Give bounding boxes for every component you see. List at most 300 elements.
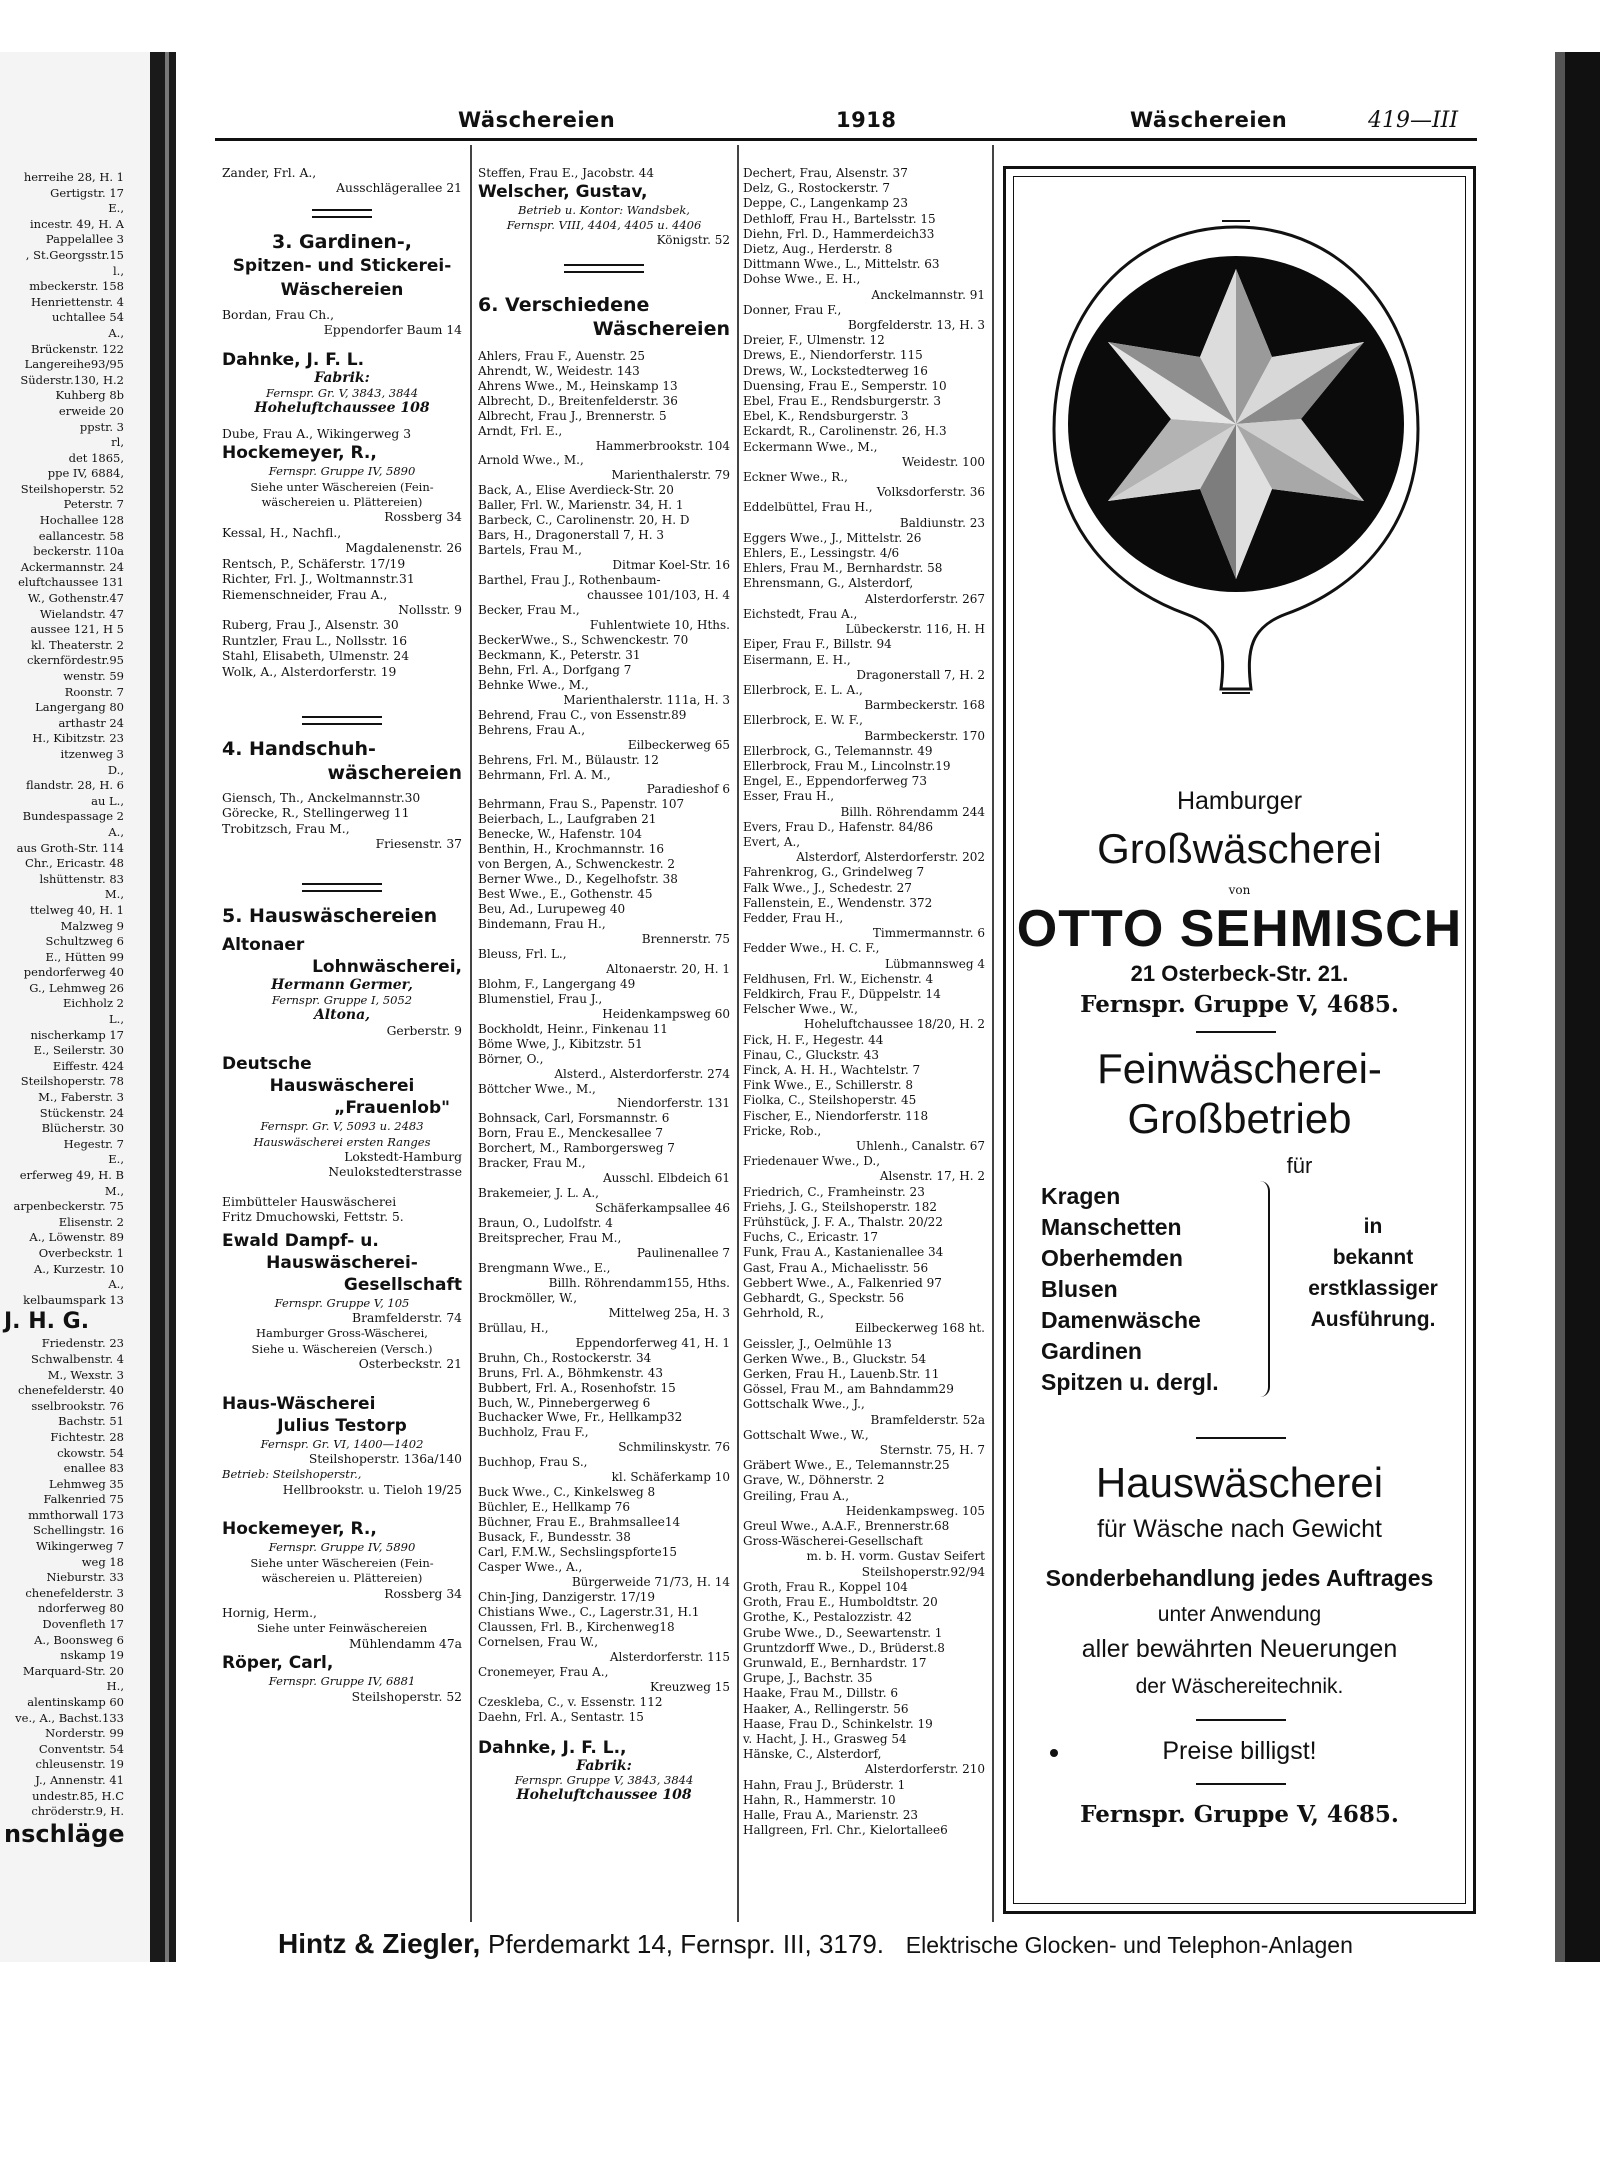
left-margin-line: Gertigstr. 17 [50, 185, 124, 200]
entry: Dechert, Frau, Alsenstr. 37 [743, 166, 908, 180]
left-margin-heading-bottom: nschläge [4, 1819, 125, 1848]
entry: Finau, C., Gluckstr. 43 [743, 1047, 880, 1062]
entry: von Bergen, A., Schwenckestr. 2 [478, 857, 675, 872]
deutsche-note: Hauswäscherei ersten Ranges [253, 1134, 431, 1149]
left-margin-line: arthastr 24 [58, 715, 124, 730]
entry: Altonaerstr. 20, H. 1 [606, 961, 730, 976]
left-margin-line: Fichtestr. 28 [50, 1429, 124, 1444]
left-margin-line: beckerstr. 110a [33, 544, 124, 559]
entry: Gössel, Frau M., am Bahndamm29 [743, 1382, 954, 1397]
welscher-phone: Fernspr. VIII, 4404, 4405 u. 4406 [506, 217, 702, 232]
entry: Anckelmannstr. 91 [871, 287, 985, 302]
left-margin-line: aussee 121, H 5 [30, 622, 124, 637]
entry: Grunwald, E., Bernhardstr. 17 [743, 1655, 927, 1670]
ad-line-grosswaescherei: Großwäscherei [1097, 825, 1382, 872]
testorp-name: Julius Testorp [277, 1415, 407, 1436]
entry: Beckmann, K., Peterstr. 31 [478, 647, 641, 662]
header-page-number: 419—III [1368, 108, 1459, 133]
entry: Bordan, Frau Ch., [222, 307, 334, 322]
deutsche-name: Deutsche [222, 1054, 312, 1075]
entry: Buchholz, Frau F., [478, 1425, 589, 1440]
entry: Feldhusen, Frl. W., Eichenstr. 4 [743, 971, 934, 986]
left-margin-line: weg 18 [81, 1554, 124, 1569]
entry: Behrens, Frl. M., Bülaustr. 12 [478, 752, 659, 767]
entry: Dohse Wwe., E. H., [743, 272, 861, 287]
left-margin-line: mmthorwall 173 [28, 1507, 124, 1522]
entry: Behn, Frl. A., Dorfgang 7 [478, 662, 632, 677]
ad-grossbetrieb: Großbetrieb [1127, 1095, 1352, 1142]
entry: Fritz Dmuchowski, Fettstr. 5. [222, 1210, 404, 1225]
dahnke-address-2: Hoheluftchaussee 108 [516, 1787, 692, 1804]
entry: chaussee 101/103, H. 4 [587, 588, 730, 603]
entry: Behnke Wwe., M., [478, 677, 589, 692]
left-margin-line: G., Lehmweg 26 [29, 980, 124, 995]
ad-divider [1196, 1719, 1286, 1721]
entry: Berner Wwe., D., Kegelhofstr. 38 [478, 872, 678, 887]
entry: Bubbert, Frl. A., Rosenhofstr. 15 [478, 1380, 676, 1395]
welscher-address: Königstr. 52 [656, 232, 730, 247]
entry: Uhlenh., Canalstr. 67 [855, 1139, 985, 1153]
entry: Marienthalerstr. 111a, H. 3 [563, 692, 730, 707]
dahnke-name-2: Dahnke, J. F. L., [478, 1737, 627, 1758]
entry: Halle, Frau A., Marienstr. 23 [743, 1807, 919, 1822]
left-margin-line: Süderstr.130, H.2 [20, 372, 124, 387]
entry: Ausschl. Elbdeich 61 [602, 1171, 730, 1186]
left-margin-line: L., [109, 1012, 124, 1027]
entry: Alsenstr. 17, H. 2 [879, 1169, 985, 1184]
entry: Gehrhold, R., [743, 1306, 824, 1321]
left-margin-line: Bachstr. 51 [58, 1414, 124, 1429]
entry: Gross-Wäscherei-Gesellschaft [743, 1534, 923, 1549]
entry: Eppendorferweg 41, H. 1 [575, 1335, 730, 1350]
left-margin-line: M., Faberstr. 3 [38, 1090, 124, 1105]
entry: Bruns, Frl. A., Böhmkenstr. 43 [478, 1365, 663, 1380]
entry: Duensing, Frau E., Semperstr. 10 [743, 378, 947, 393]
column-2 [478, 166, 730, 1803]
ad-neuerungen: aller bewährten Neuerungen [1081, 1635, 1398, 1663]
entry: Billh. Röhrendamm155, Hths. [548, 1275, 730, 1290]
entry: Arndt, Frl. E., [478, 423, 563, 438]
entry: Fink Wwe., E., Schillerstr. 8 [743, 1078, 914, 1093]
entry: Barmbeckerstr. 170 [864, 728, 985, 743]
entry: Blohm, F., Langergang 49 [478, 976, 636, 991]
left-margin-line: chenefelderstr. 3 [25, 1585, 124, 1600]
entry: Hoheluftchaussee 18/20, H. 2 [804, 1017, 985, 1032]
entry: Alsterdorferstr. 115 [609, 1649, 730, 1664]
entry: Bramfelderstr. 52a [870, 1412, 985, 1427]
left-margin-line: A., [108, 325, 124, 340]
ad-item: Kragen [1041, 1183, 1121, 1209]
entry: Engel, E., Eppendorferweg 73 [743, 774, 927, 789]
section-6-title: Wäschereien [592, 317, 730, 340]
left-margin-line: chenefelderstr. 40 [18, 1383, 124, 1398]
left-margin-line: ndorferweg 80 [37, 1601, 124, 1616]
ad-fuer: für [1286, 1153, 1313, 1178]
left-margin-line: l., [113, 263, 124, 278]
entry: Grothe, K., Pestalozzistr. 42 [743, 1610, 912, 1625]
entry: Bohnsack, Carl, Forsmannstr. 6 [478, 1111, 670, 1126]
column-3 [743, 166, 985, 1838]
testorp-betrieb: Hellbrookstr. u. Tieloh 19/25 [282, 1482, 462, 1497]
entry: Nollsstr. 9 [398, 602, 462, 617]
entry: Eichstedt, Frau A., [743, 606, 858, 621]
left-margin-line: E., [108, 1152, 124, 1167]
entry: Magdalenenstr. 26 [345, 541, 462, 556]
entry: Trobitzsch, Frau M., [222, 821, 350, 836]
entry: Lübeckerstr. 116, H. H [845, 622, 985, 637]
left-margin-line: A., Kurzestr. 10 [33, 1261, 124, 1276]
entry: Delz, G., Rostockerstr. 7 [743, 181, 891, 196]
testorp-address: Steilshoperstr. 136a/140 [308, 1452, 462, 1467]
left-margin-line: herreihe 28, H. 1 [23, 170, 124, 184]
entry: Arnold Wwe., M., [478, 453, 584, 468]
entry: Bockholdt, Heinr., Finkenau 11 [478, 1021, 668, 1036]
altonaer-name: Altonaer [222, 934, 305, 955]
book-gutter-edge [165, 52, 169, 1962]
left-margin-list-2 [0, 1336, 150, 1819]
entry: Busack, F., Bundesstr. 38 [478, 1530, 631, 1545]
entry: Ditmar Koel-Str. 16 [612, 558, 730, 573]
dahnke-name: Dahnke, J. F. L. [222, 349, 365, 370]
altonaer-name: Lohnwäscherei, [312, 956, 462, 977]
entry: Behrens, Frau A., [478, 722, 586, 737]
ad-line-von: von [1228, 883, 1251, 897]
ad-unter-anwendung: unter Anwendung [1157, 1603, 1322, 1626]
left-margin-line: ve., A., Bachst.133 [15, 1710, 124, 1725]
welscher-name: Welscher, Gustav, [478, 181, 648, 202]
entry: Mittelweg 25a, H. 3 [608, 1305, 730, 1320]
entry: Best Wwe., E., Gothenstr. 45 [478, 887, 653, 902]
deutsche-name: „Frauenlob" [334, 1098, 450, 1119]
left-margin-line: Lehmweg 35 [48, 1476, 124, 1491]
section-5-title: 5. Hauswäschereien [222, 904, 438, 927]
ad-item: Spitzen u. dergl. [1041, 1369, 1219, 1395]
entry: Fedder Wwe., H. C. F., [743, 941, 880, 956]
ad-item: Blusen [1041, 1276, 1118, 1302]
entry: Daehn, Frl. A., Sentastr. 15 [478, 1709, 644, 1724]
entry: Ellerbrock, E. W. F., [743, 713, 863, 728]
entry: Fuhlentwiete 10, Hths. [589, 617, 730, 632]
entry: Ruberg, Frau J., Alsenstr. 30 [222, 618, 399, 633]
ad-items-list [1041, 1181, 1219, 1398]
entry: Groth, Frau E., Humboldtstr. 20 [743, 1595, 938, 1610]
deutsche-address: Neulokstedterstrasse [328, 1165, 462, 1180]
entry: Gerken, Frau H., Lauenb.Str. 11 [743, 1367, 940, 1382]
entry: Eiper, Frau F., Billstr. 94 [743, 637, 892, 652]
entry: m. b. H. vorm. Gustav Seifert [806, 1549, 985, 1564]
footer-advertisement [278, 1928, 1353, 1960]
entry: Ahlers, Frau F., Auenstr. 25 [478, 348, 646, 363]
entry: Alsterd., Alsterdorferstr. 274 [554, 1066, 730, 1081]
entry: Bracker, Frau M., [478, 1156, 586, 1171]
entry: Ellerbrock, G., Telemannstr. 49 [743, 743, 933, 758]
left-margin-line: Peterstr. 7 [63, 497, 124, 512]
ad-item: Manschetten [1041, 1214, 1182, 1240]
divider [302, 883, 382, 892]
entry: Brengmann Wwe., E., [478, 1260, 611, 1275]
section-3-title: Spitzen- und Stickerei- [232, 255, 452, 276]
column-divider-3 [992, 145, 994, 1922]
left-margin-line: Elisenstr. 2 [58, 1214, 124, 1229]
ad-quality-line: bekannt [1332, 1246, 1414, 1269]
ad-divider [1196, 1783, 1286, 1785]
deutsche-address: Lokstedt-Hamburg [344, 1150, 462, 1164]
entry: Görecke, R., Stellingerweg 11 [222, 806, 410, 821]
entry: Frühstück, J. F. A., Thalstr. 20/22 [743, 1215, 943, 1230]
ewald-name: Ewald Dampf- u. [222, 1230, 379, 1251]
sehmisch-advertisement [1003, 166, 1476, 1914]
entry: Volksdorferstr. 36 [876, 485, 985, 500]
left-margin-line: , St.Georgsstr.15 [25, 247, 124, 262]
left-margin-line: flandstr. 28, H. 6 [26, 778, 124, 793]
entry: Bleuss, Frl. L., [478, 946, 567, 961]
entry: Donner, Frau F., [743, 302, 842, 317]
ewald-name: Gesellschaft [343, 1274, 462, 1295]
entry: Buchhop, Frau S., [478, 1455, 588, 1470]
left-margin-line: eallancestr. 58 [38, 528, 124, 543]
entry: Mühlendamm 47a [349, 1636, 462, 1651]
left-margin-line: Falkenried 75 [43, 1492, 124, 1507]
entry: Gast, Frau A., Michaelisstr. 56 [743, 1260, 929, 1275]
entry: Barmbeckerstr. 168 [864, 698, 985, 713]
entry: Bartels, Frau M., [478, 543, 582, 558]
ad-company-name: OTTO SEHMISCH [1016, 900, 1463, 958]
entry: Benecke, W., Hafenstr. 104 [478, 827, 642, 842]
entry: Barthel, Frau J., Rothenbaum- [478, 573, 661, 588]
entry: Alsterdorf, Alsterdorferstr. 202 [796, 850, 985, 865]
dahnke-address: Hoheluftchaussee 108 [254, 400, 430, 417]
entry: Riemenschneider, Frau A., [222, 587, 388, 602]
entry: Hahn, Frau J., Brüderstr. 1 [743, 1777, 906, 1792]
entry: Gräbert Wwe., E., Telemannstr.25 [743, 1458, 950, 1473]
left-margin-line: E., Hütten 99 [45, 949, 124, 964]
entry: Eggers Wwe., J., Mittelstr. 26 [743, 530, 922, 545]
entry: Paradieshof 6 [646, 782, 730, 797]
hockemeyer-note-2: Siehe unter Wäschereien (Fein- [250, 1555, 434, 1570]
entry: Behrend, Frau C., von Essenstr.89 [478, 707, 687, 722]
welscher-betrieb: Betrieb u. Kontor: Wandsbek, [518, 202, 690, 217]
left-margin-line: erferweg 49, H. B [19, 1168, 124, 1182]
left-margin-line: D., [107, 762, 124, 777]
entry: Büchner, Frau E., Brahmsallee14 [478, 1515, 681, 1530]
left-margin-line: enallee 83 [63, 1461, 124, 1476]
entry: Eckner Wwe., R., [743, 470, 848, 485]
ad-feinwaescherei: Feinwäscherei- [1097, 1045, 1382, 1092]
entry: Hammerbrookstr. 104 [595, 438, 730, 453]
entry: Hornig, Herm., [222, 1605, 317, 1620]
entry: Eisermann, E. H., [743, 652, 851, 667]
entry: Funk, Frau A., Kastanienallee 34 [743, 1245, 944, 1260]
ewald-address: Bramfelderstr. 74 [352, 1311, 462, 1326]
column-1 [222, 166, 462, 1705]
entry: Friesenstr. 37 [375, 837, 462, 852]
column-divider-1 [470, 145, 472, 1922]
left-margin-line: Wielandstr. 47 [39, 606, 124, 621]
entry: Alsterdorferstr. 267 [864, 591, 985, 606]
entry: Born, Frau E., Menckesallee 7 [478, 1126, 663, 1141]
entry: Carl, F.M.W., Sechslingspforte15 [478, 1545, 678, 1560]
left-margin-line: J., Annenstr. 41 [35, 1772, 124, 1787]
entry: Dragonerstall 7, H. 2 [856, 667, 985, 682]
hockemeyer-address-2: Rossberg 34 [384, 1586, 462, 1601]
left-margin-line: M., Wexstr. 3 [47, 1367, 124, 1382]
entry: Feldkirch, Frau F., Düppelstr. 14 [743, 986, 941, 1001]
entry: Gottschalk Wwe., J., [743, 1397, 865, 1412]
hockemeyer-note: Siehe unter Wäschereien (Fein- [250, 479, 434, 494]
left-margin-line: kelbaumspark 13 [23, 1292, 124, 1307]
header-right-title: Wäschereien [1130, 108, 1288, 132]
entry: Fallenstein, E., Wendenstr. 372 [743, 895, 933, 910]
entry: Beu, Ad., Lurupeweg 40 [478, 902, 626, 917]
entry: Ahrendt, W., Weidestr. 143 [478, 363, 640, 378]
entry: Borchert, M., Ramborgersweg 7 [478, 1141, 675, 1156]
entry: Drews, E., Niendorferstr. 115 [743, 348, 923, 363]
entry: Runtzler, Frau L., Nollsstr. 16 [222, 633, 408, 648]
divider [312, 209, 372, 218]
column-divider-2 [737, 145, 739, 1922]
left-margin-line: Blücherstr. 30 [41, 1121, 124, 1136]
entry: Hamburger Gross-Wäscherei, [256, 1326, 428, 1341]
star-logo-icon [1046, 209, 1426, 729]
entry: Siehe u. Wäschereien (Versch.) [251, 1341, 433, 1356]
entry: Beierbach, L., Laufgraben 21 [478, 812, 657, 827]
entry: Borgfelderstr. 13, H. 3 [847, 318, 985, 333]
entry: Brakemeier, J. L. A., [478, 1186, 599, 1201]
entry: BeckerWwe., S., Schwenckestr. 70 [478, 632, 689, 647]
ad-hauswaescherei: Hauswäscherei [1095, 1459, 1384, 1506]
ad-quality-line: erstklassiger [1308, 1277, 1438, 1300]
left-margin-line: ckernfördestr.95 [26, 653, 124, 668]
left-margin-line: arpenbeckerstr. 75 [13, 1199, 124, 1214]
left-margin-line: Pappelallee 3 [45, 232, 124, 247]
ad-waeschereitechnik: der Wäschereitechnik. [1135, 1675, 1344, 1698]
left-margin-line: E., [108, 201, 124, 216]
deutsche-name: Hauswäscherei [269, 1076, 415, 1097]
ad-divider [1196, 1437, 1286, 1439]
left-margin-line: A., [108, 824, 124, 839]
left-margin-line: chleusenstr. 19 [35, 1757, 124, 1772]
entry-list [222, 526, 462, 680]
left-margin-line: lshüttenstr. 83 [39, 871, 124, 886]
ad-item: Damenwäsche [1041, 1307, 1201, 1333]
section-4-title: wäschereien [327, 761, 462, 784]
entry: Dittmann Wwe., L., Mittelstr. 63 [743, 257, 940, 272]
entry: Brüllau, H., [478, 1320, 549, 1335]
entry: Sternstr. 75, H. 7 [879, 1443, 985, 1458]
roeper-name: Röper, Carl, [222, 1653, 334, 1674]
entry: Haake, Frau M., Dillstr. 6 [743, 1686, 899, 1701]
entry: Timmermannstr. 6 [872, 926, 985, 941]
entry: Fick, H. F., Hegestr. 44 [743, 1032, 884, 1047]
left-margin-line: A., Löwenstr. 89 [29, 1230, 124, 1245]
entry: Haase, Frau D., Schinkelstr. 19 [743, 1716, 933, 1731]
left-margin-line: Bundespassage 2 [22, 809, 124, 824]
ad-item: Gardinen [1041, 1338, 1142, 1364]
entry: Lübmannsweg 4 [884, 956, 985, 971]
entry: Eckardt, R., Carolinenstr. 26, H.3 [743, 424, 947, 439]
entry: Fischer, E., Niendorferstr. 118 [743, 1108, 929, 1123]
ewald-phone: Fernspr. Gruppe V, 105 [274, 1295, 410, 1310]
testorp-name: Haus-Wäscherei [222, 1393, 376, 1414]
entry: Buch, W., Pinnebergerweg 6 [478, 1395, 651, 1410]
entry: Grupe, J., Bachstr. 35 [743, 1671, 873, 1686]
left-margin-line: Langereihe93/95 [24, 357, 124, 372]
entry: Giensch, Th., Anckelmannstr.30 [222, 790, 421, 805]
entry: Weidestr. 100 [901, 454, 985, 469]
entry: Bindemann, Frau H., [478, 917, 606, 932]
left-margin-line: Stückenstr. 24 [39, 1105, 124, 1120]
entry: Evers, Frau D., Hafenstr. 84/86 [743, 819, 934, 834]
roeper-phone: Fernspr. Gruppe IV, 6881 [268, 1674, 416, 1689]
entry: Zander, Frl. A., [222, 166, 317, 180]
entry: Gerken Wwe., B., Gluckstr. 54 [743, 1351, 927, 1366]
altonaer-address: Gerberstr. 9 [386, 1023, 462, 1038]
altonaer-owner: Hermann Germer, [271, 976, 413, 993]
dahnke-fabrik-2: Fabrik: [576, 1757, 632, 1774]
left-margin-line: itzenweg 3 [60, 746, 124, 761]
left-margin-line: alentinskamp 60 [27, 1695, 124, 1709]
entry: Heidenkampsweg 60 [602, 1006, 730, 1021]
entry: Dube, Frau A., Wikingerweg 3 [222, 426, 412, 441]
hockemeyer-address: Rossberg 34 [384, 510, 462, 525]
entry: Fiolka, C., Steilshoperstr. 45 [743, 1093, 917, 1108]
entry: Börner, O., [478, 1051, 544, 1066]
entry: Billh. Röhrendamm 244 [840, 804, 985, 819]
left-margin-line: au L., [91, 793, 124, 808]
roeper-address: Steilshoperstr. 52 [351, 1689, 462, 1704]
entry: Friedrich, C., Framheinstr. 23 [743, 1184, 925, 1199]
divider [302, 716, 382, 725]
hockemeyer-note: wäschereien u. Plättereien) [261, 495, 423, 510]
left-margin-line: Malzweg 9 [60, 918, 124, 933]
entry: Groth, Frau R., Koppel 104 [743, 1579, 908, 1594]
entry: Böttcher Wwe., M., [478, 1081, 596, 1096]
entry: Siehe unter Feinwäschereien [256, 1621, 428, 1636]
left-margin-line: Friedenstr. 23 [41, 1336, 124, 1351]
left-margin-line: Overbeckstr. 1 [38, 1245, 124, 1260]
left-margin-line: Marquard-Str. 20 [22, 1663, 124, 1678]
header-year: 1918 [836, 108, 897, 132]
entry: Behrmann, Frau S., Papenstr. 107 [478, 797, 685, 812]
entry: Brennerstr. 75 [641, 931, 730, 946]
left-margin-line: Ackermannstr. 24 [20, 559, 124, 574]
entry: Benthin, H., Krochmannstr. 16 [478, 842, 664, 857]
ad-phone-2: Fernspr. Gruppe V, 4685. [1080, 1801, 1399, 1828]
ad-divider [1196, 1031, 1276, 1033]
entry: Evert, A., [743, 834, 801, 849]
entry: Grave, W., Döhnerstr. 2 [743, 1473, 885, 1488]
entry: Ahrens Wwe., M., Heinskamp 13 [478, 378, 678, 393]
hockemeyer-phone-2: Fernspr. Gruppe IV, 5890 [268, 1540, 416, 1555]
ad-quality-note [1278, 1211, 1468, 1335]
entry: Buchacker Wwe, Fr., Hellkamp32 [478, 1410, 683, 1425]
left-margin-line: Wikingerweg 7 [36, 1539, 124, 1554]
entry: Eckermann Wwe., M., [743, 439, 878, 454]
entry: Ausschlägerallee 21 [336, 181, 462, 196]
left-margin-line: sselbrookstr. 76 [31, 1398, 124, 1413]
ad-quality-line: Ausführung. [1310, 1308, 1436, 1331]
entry: Kessal, H., Nachfl., [222, 525, 342, 540]
entry: v. Hacht, J. H., Grasweg 54 [743, 1731, 907, 1746]
entry: Baller, Frl. W., Marienstr. 34, H. 1 [478, 498, 684, 513]
dahnke-phone-2: Fernspr. Gruppe V, 3843, 3844 [514, 1773, 694, 1788]
entry: Grube Wwe., D., Seewartenstr. 1 [743, 1625, 943, 1640]
entry: Böme Wwe, J., Kibitzstr. 51 [478, 1036, 643, 1051]
entry: Breitsprecher, Frau M., [478, 1231, 622, 1246]
entry: Ellerbrock, Frau M., Lincolnstr.19 [743, 758, 951, 773]
left-margin-line: ppe IV, 6884, [47, 466, 124, 481]
entry: Dethloff, Frau H., Bartelsstr. 15 [743, 211, 936, 226]
